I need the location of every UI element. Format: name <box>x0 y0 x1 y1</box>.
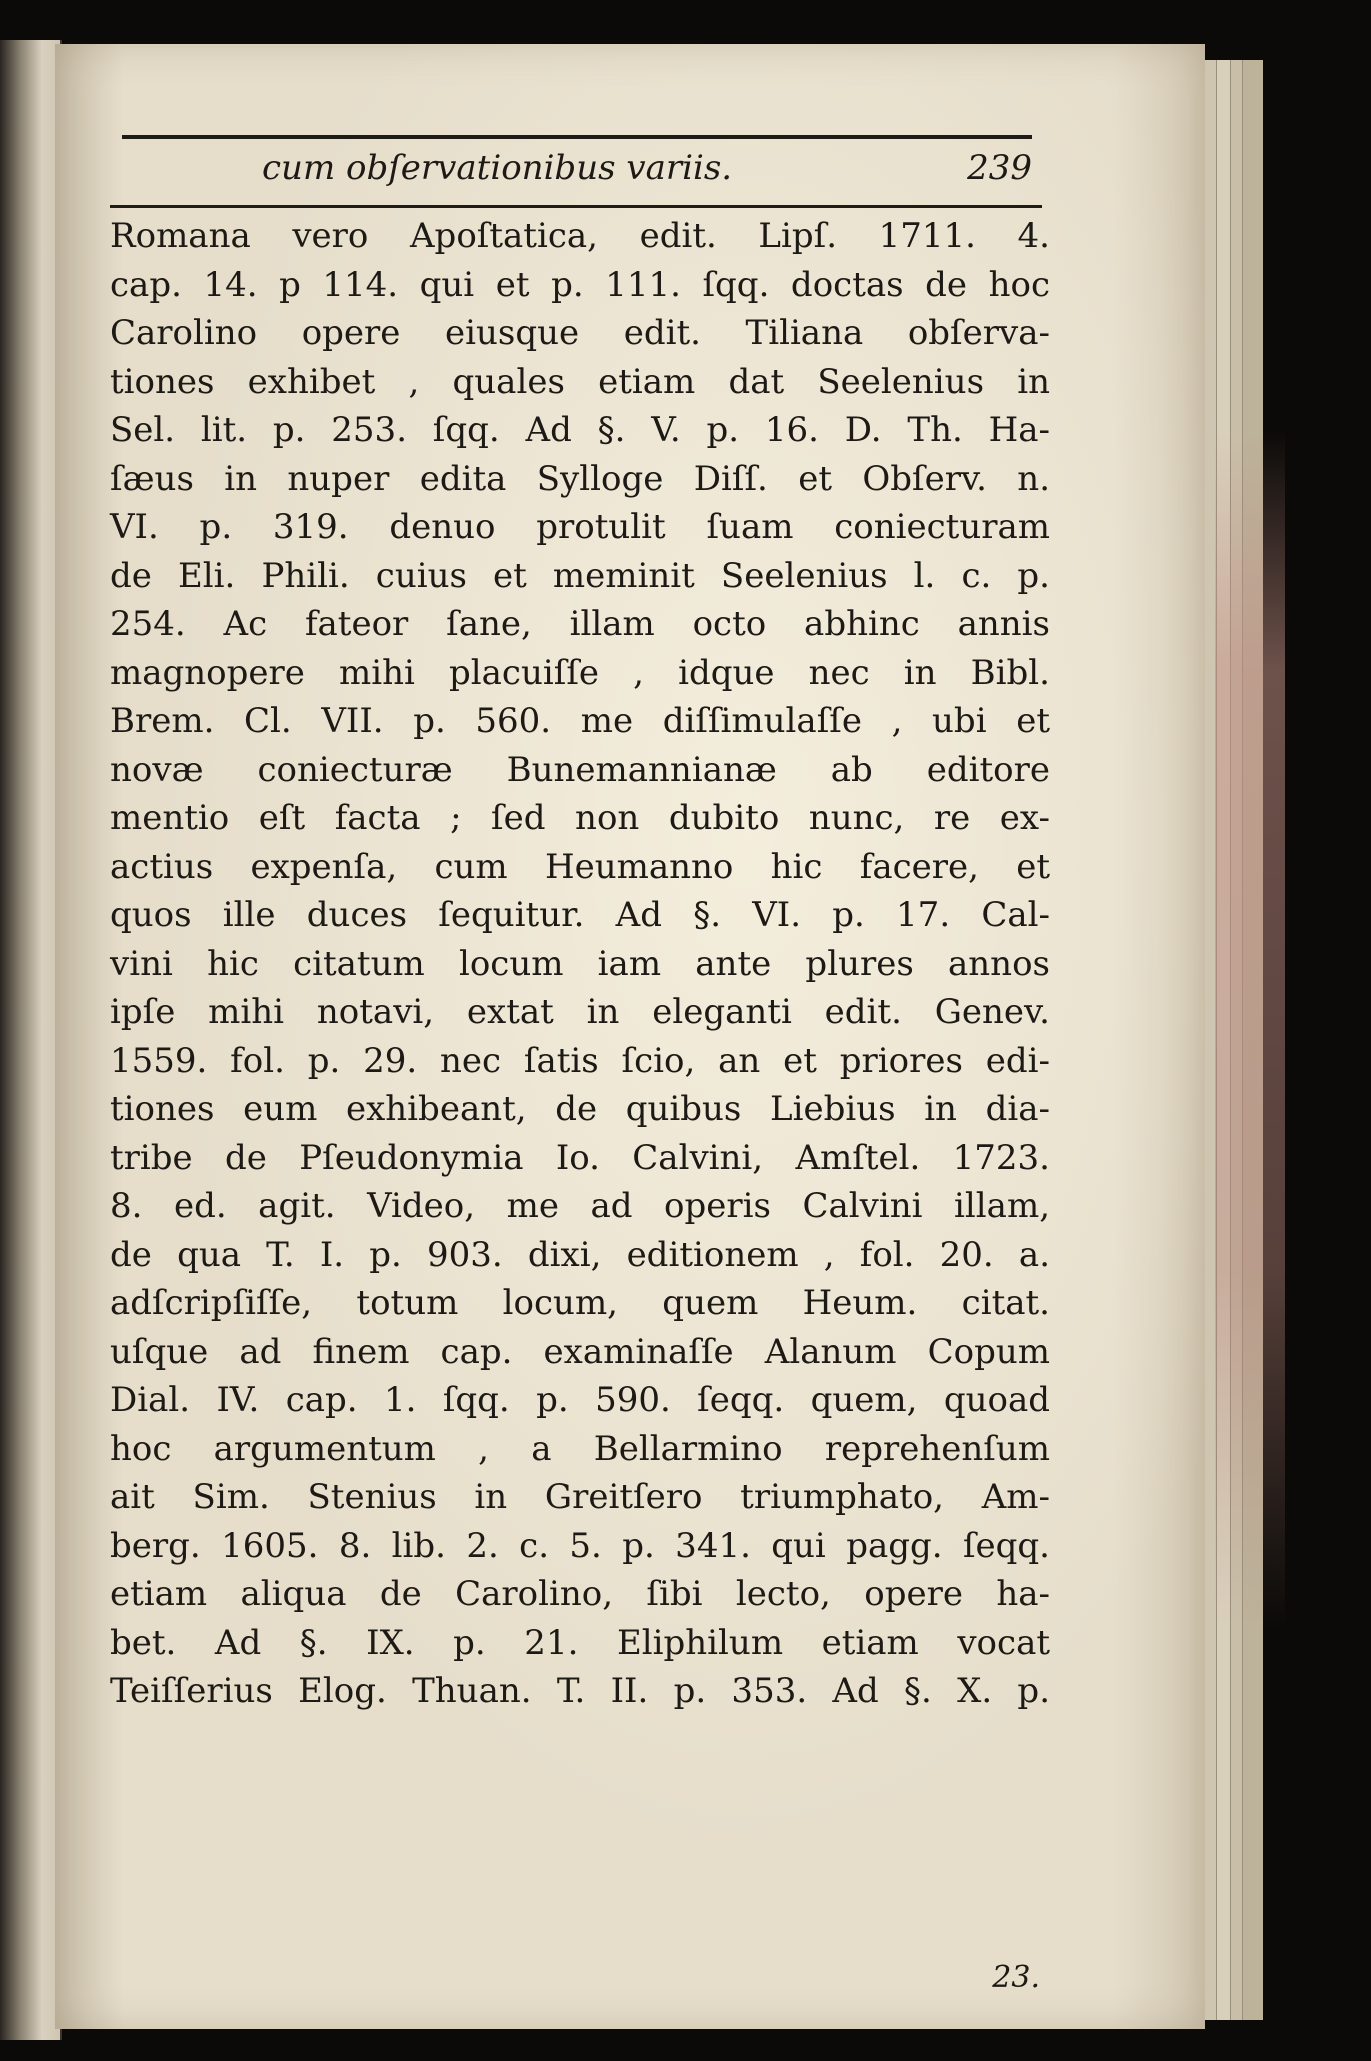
text-line: VI. p. 319. denuo protulit ſuam coniecturam <box>110 507 1050 547</box>
running-title: cum obſervationibus variis. <box>262 148 733 188</box>
text-line: de qua T. I. p. 903. dixi, editionem , fol. 20. a. <box>110 1234 1050 1275</box>
text-line: hoc argumentum , a Bellarmino reprehenſum <box>110 1428 1050 1469</box>
text-line: bet. Ad §. IX. p. 21. Eliphilum etiam vocat <box>110 1622 1050 1663</box>
text-line: ait Sim. Stenius in Greitſero triumphato, Am- <box>110 1477 1050 1517</box>
text-line: mentio eſt facta ; ſed non dubito nunc, re ex- <box>110 798 1050 838</box>
text-line: Carolino opere eiusque edit. Tiliana obſerva- <box>110 313 1050 353</box>
text-line: tiones exhibet , quales etiam dat Seelenius in <box>110 361 1050 402</box>
text-line: Romana vero Apoſtatica, edit. Lipſ. 1711. 4. <box>110 216 1050 256</box>
paper-stain <box>1215 430 1285 1630</box>
header-rule-bottom <box>110 205 1042 208</box>
text-line: de Eli. Phili. cuius et meminit Seelenius l. c. p. <box>110 555 1050 596</box>
text-line: tribe de Pſeudonymia Io. Calvini, Amſtel. 1723. <box>110 1137 1050 1178</box>
text-line: magnopere mihi placuiſſe , idque nec in Bibl. <box>110 652 1050 693</box>
text-line: quos ille duces ſequitur. Ad §. VI. p. 17. Cal- <box>110 895 1050 935</box>
header-rule-top <box>122 135 1032 139</box>
text-line: 254. Ac fateor ſane, illam octo abhinc annis <box>110 604 1050 644</box>
text-line: 1559. fol. p. 29. nec ſatis ſcio, an et priores edi- <box>110 1040 1050 1081</box>
text-line: cap. 14. p 114. qui et p. 111. ſqq. doctas de hoc <box>110 264 1050 305</box>
text-line: tiones eum exhibeant, de quibus Liebius in dia- <box>110 1089 1050 1129</box>
text-line: actius expenſa, cum Heumanno hic facere, et <box>110 846 1050 887</box>
text-line: adſcripſiſſe, totum locum, quem Heum. citat. <box>110 1283 1050 1323</box>
text-line: Brem. Cl. VII. p. 560. me diſſimulaſſe , ubi et <box>110 701 1050 741</box>
text-line: 8. ed. agit. Video, me ad operis Calvini illam, <box>110 1186 1050 1226</box>
text-line: Dial. IV. cap. 1. ſqq. p. 590. ſeqq. quem, quoad <box>110 1380 1050 1420</box>
previous-page-edge <box>0 40 62 2040</box>
text-line: ſæus in nuper edita Sylloge Diſſ. et Obſerv. n. <box>110 458 1050 499</box>
text-line: uſque ad finem cap. examinaſſe Alanum Copum <box>110 1331 1050 1372</box>
text-line: ipſe mihi notavi, extat in eleganti edit. Genev. <box>110 992 1050 1032</box>
body-text <box>110 212 1050 1716</box>
running-head <box>122 148 1032 198</box>
catchword: 23. <box>992 1960 1040 1995</box>
text-line: novæ coniecturæ Bunemannianæ ab editore <box>110 749 1050 790</box>
text-line: Sel. lit. p. 253. ſqq. Ad §. V. p. 16. D. Th. Ha- <box>110 410 1050 450</box>
text-line: berg. 1605. 8. lib. 2. c. 5. p. 341. qui pagg. ſeqq. <box>110 1525 1050 1566</box>
page-number: 239 <box>967 148 1032 188</box>
text-line: Teiſſerius Elog. Thuan. T. II. p. 353. Ad §. X. p. <box>110 1671 1050 1711</box>
text-line: etiam aliqua de Carolino, ſibi lecto, opere ha- <box>110 1574 1050 1614</box>
text-line: vini hic citatum locum iam ante plures annos <box>110 943 1050 984</box>
